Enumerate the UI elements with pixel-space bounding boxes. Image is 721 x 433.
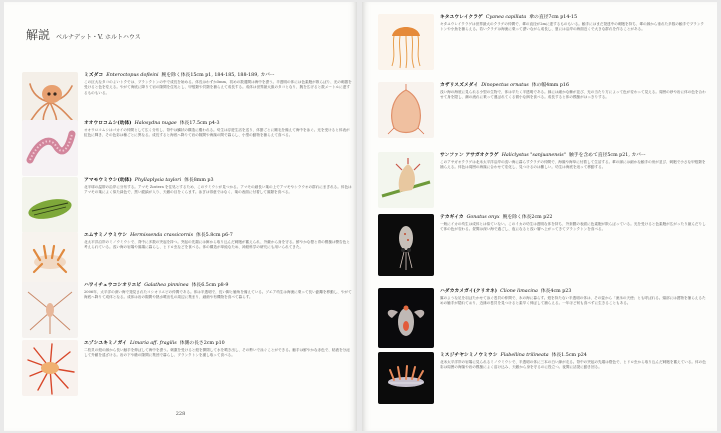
entry-title [84, 232, 352, 239]
right-page [362, 2, 717, 431]
entry-title [84, 340, 352, 347]
common-name: ハワイチュウコシオリエビ [84, 282, 142, 288]
larva-photo [378, 82, 434, 138]
entry-meta: 体の幅4mm p16 [531, 83, 570, 88]
entry-body: 二枚貝の殻の縁から長い触手を伸ばして海中を漂う。刺激を受けると殻を開閉して水を噴き出し、その勢いで泳ぐことができる。触手は鮮やかな赤色で、粘液を分泌して外敵を遠ざける。岩の下や礁の隙間に集団で暮らし、プランクトンを濾し取って食べる。 [84, 348, 350, 358]
entry-body: 翼のような足を羽ばたかせて泳ぐ巻貝の仲間で、氷の海に暮らす。殻を持たない半透明の体は、その姿から「流氷の天使」とも呼ばれる。頭部には獲物を捕らえるための触手が隠れており、近縁の巻貝を見つけると素早く伸ばして捕らえる。一年ほど何も食べずに生きることもある。 [440, 296, 706, 306]
entry-title [440, 214, 706, 221]
scientific-name: Halosydna nugae [134, 121, 177, 126]
entry-title [84, 177, 352, 184]
scientific-name: Cyanea capillata [485, 15, 527, 20]
entry-meta: 腕を除く体長2cm p22 [502, 215, 553, 220]
entry-text [440, 152, 706, 208]
scientific-name: Phyllaplysia taylori [134, 178, 182, 183]
entry-meta: 体長4cm p23 [540, 289, 572, 294]
entry-meta: 体長1.5cm p24 [551, 353, 587, 358]
page-header [26, 26, 141, 43]
common-name: ミスジチヤシミノウミウシ [440, 352, 498, 358]
entry-body: オオウロコムシはゴカイの仲間として広く分布し、背中は鱗状の構造に覆われる。幼生は浮遊生活を送り、体節ごとに剛毛を備えて海中を泳ぐ。光を受けると体表が虹色に輝き、その色彩は種ごとに異なる。成長すると海底へ降りて岩の隙間や海藻の間で暮らし、小型の動物を捕らえて食べる。 [84, 128, 350, 138]
entry-meta: 体長8mm p3 [184, 178, 214, 183]
stalked-jelly-photo [378, 152, 434, 208]
common-name: テカギイカ [440, 214, 464, 220]
entry-title [84, 120, 352, 127]
scientific-name: Hermissenda crassicornis [130, 233, 194, 238]
entry-meta: 体長6.5cm p8-9 [191, 283, 229, 288]
scientific-name: Gonatus onyx [466, 215, 500, 220]
entry-body: 一般にイカの幼生は成体とは似ていない。このイカの幼生は透明な体を持ち、外套膜の表面に色素胞が散らばっている。光を受けると色素胞が広がったり縮んだりして体の色が変わる。昼間は深い海で過ごし、夜になると浅い層へ上がってきてプランクトンを食べる。 [440, 222, 706, 232]
entry-body: 北米太平洋岸の岩場に見られるミノウミウシで、半透明の体に三本の白い線が走る。背中の突起の先端は橙色で、ヒドロ虫から取り込んだ刺胞を蓄えている。体の色彩は周囲の海藻や岩の模様によく溶け込み、天敵から身を守るのに役立つ。夜間に活発に動き回る。 [440, 360, 706, 370]
entry-title [440, 82, 706, 89]
common-name: カザリスズメダイ [440, 82, 479, 88]
entry-meta: 腕を除く体長15cm p1, 184-185, 188-189, カバー [161, 73, 275, 78]
worm-photo [22, 120, 78, 176]
scientific-name: Flabellina trilineata [500, 353, 549, 358]
entry-title [440, 288, 706, 295]
scientific-name: Enteroctopus dofleini [106, 73, 159, 78]
squid-photo [378, 214, 434, 276]
sea-hare-photo [22, 177, 78, 233]
entry-text [84, 232, 352, 274]
common-name: エムサミノウミウシ [84, 232, 128, 238]
entry-title [440, 14, 706, 21]
entry-title [440, 352, 706, 359]
entry-body: 浅い海の海底に見られる小型の生物で、体は平たく半透明である。縁には細かな棘が並び、光の当たり方によって色が変わって見える。周囲の砂や岩に体の色を合わせて身を隠し、潮の流れに乗って運ばれてくる微小な餌を食べる。成長すると体の模様がはっきりする。 [440, 90, 706, 100]
common-name: キタユウレイクラゲ [440, 14, 483, 20]
entry-text [440, 214, 706, 276]
entry-meta: 触手を含めて直径5cm p21, カバー [568, 153, 646, 158]
entry-meta: 体側の長さ2cm p10 [179, 341, 225, 346]
flabellina-photo [378, 352, 434, 404]
squat-lobster-photo [22, 282, 78, 338]
scientific-name: Limaria aff. fragilis [129, 341, 177, 346]
entry-body: 北半球の温帯の沿岸に分布する。アマモ Zostera を住処とするため、このウミウシが見つかる。アマモの細長い葉の上でアマモやシラウオの群れにまぎれる。体色はアマモの葉によく似た緑色で、黒い縦縞が入り、天敵の目をくらます。泳ぎは得意ではなく、葉の表面に付着して藻類を食べる。 [84, 185, 352, 195]
common-name: サンファン アサガオクラゲ [440, 152, 499, 158]
scientific-name: Haliclystus "sanjuanensis" [501, 153, 566, 158]
entry-body: キタユウレイクラゲは世界最大のクラゲの仲間で、傘の直径が2mに達するものもいる。触手にはまだ発達中の刺胞を持ち、傘の縁から垂れた多数の触手でプランクトンや小魚を捕らえる。若いクラゲは海流に乗って漂いながら成長し、夏には沿岸の海面近くで大きな群れを作ることがある。 [440, 22, 705, 32]
scientific-name: Dinopectus ornatus [481, 83, 529, 88]
common-name: ハダカカメガイ(クリオネ) [440, 288, 498, 294]
entry-text [440, 288, 706, 346]
entry-text [84, 340, 352, 386]
common-name: アマモウミウシ(幼体) [84, 177, 132, 183]
entry-text [440, 82, 706, 142]
common-name: エゾシユキミノガイ [84, 340, 127, 346]
file-clam-photo [22, 340, 78, 396]
page-number: 228 [175, 411, 186, 417]
entry-body: このアサガオクラゲは北米太平洋沿岸の浅い海に暮らすクラゲの仲間で、海藻や海草に付着して生活する。傘の縁には細かな触手の房が並び、刺胞で小さな甲殻類を捕らえる。体色は周囲の海藻に合わせて変化し、見つけるのは難しい。幼生は海底を這って移動する。 [440, 160, 706, 170]
entry-title [84, 72, 352, 79]
page-title: 解説 [26, 28, 51, 42]
jellyfish-photo [378, 14, 434, 70]
entry-title [84, 282, 352, 289]
common-name: ミズダコ [84, 72, 104, 78]
scientific-name: Clione limacina [500, 289, 538, 294]
entry-meta: 体長5.8cm p6-7 [196, 233, 233, 238]
scientific-name: Galathea pinninea [144, 283, 189, 288]
entry-text [440, 352, 706, 412]
clione-photo [378, 288, 434, 348]
entry-title [440, 152, 706, 159]
left-page [4, 2, 357, 431]
entry-body: この巨大なタコのよいトクでは、プランクトンの中で成長を始める。体長はわずか5mm、初めの数週間は海中を漂う。半透明の体には色素胞が散らばり、光の刺激を受けると色を変える。やがて海底に降りて岩の隙間を住処とし、甲殻類や貝類を捕らえて成長する。成体は世界最大級のタコとなり、腕を広げると数メートルに達するものもいる。 [84, 80, 352, 95]
entry-text [84, 282, 352, 328]
entry-meta: 体長17.5cm p4-3 [179, 121, 220, 126]
entry-text [84, 120, 352, 162]
common-name: オオウロコムシ(幼体) [84, 120, 132, 126]
page-author: ベルナデット・V. ホルトハウス [56, 34, 141, 41]
entry-text [440, 14, 706, 74]
entry-meta: 傘の直径7cm p14-15 [529, 15, 578, 20]
entry-body: 北太平洋沿岸のミノウミウシで、背中に多数の突起を持つ。突起の先端には餌から取り込んだ刺胞が蓄えられ、外敵から身を守る。鮮やかな橙と青の模様は警告色と考えられている。浅い海の岩場や藻場に暮らし、ヒドロ虫などを食べる。体の構造が単純なため、神経科学の研究にも用いられてきた。 [84, 240, 350, 250]
entry-text [84, 177, 352, 223]
entry-body: 2006年、太平洋の深い海で発見されたコシオリエビの仲間である。体は半透明で、長い脚と触角を備えている。ゾエア幼生は海流に乗って長い距離を移動し、やがて海底へ降りて成体となる。成体は岩の隙間や熱水噴出孔の周辺に集まり、細菌や有機物を食べて暮らす。 [84, 290, 352, 300]
nudibranch-photo [22, 232, 78, 288]
